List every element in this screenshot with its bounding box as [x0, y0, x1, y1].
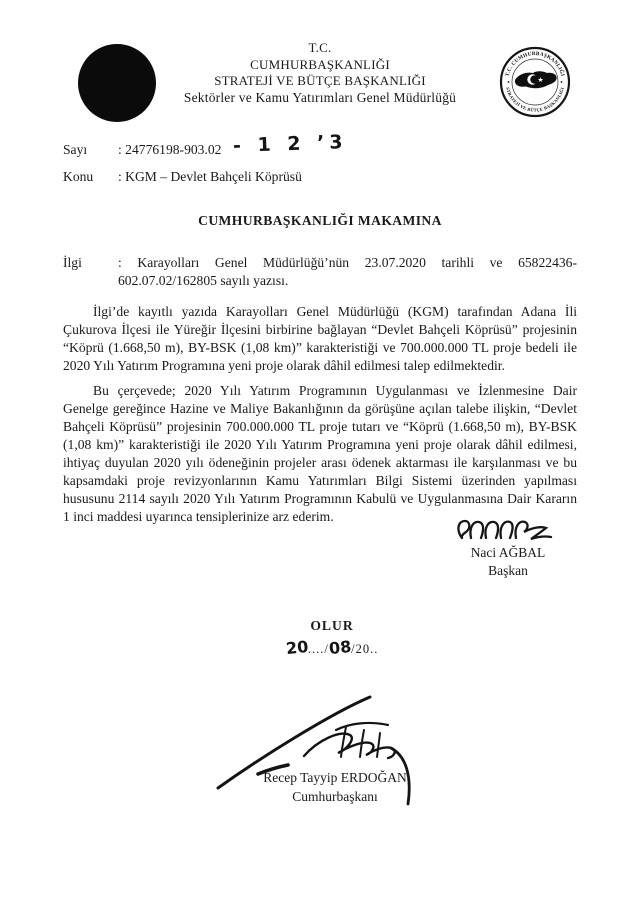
seal-dot-right	[561, 81, 563, 83]
letterhead-tc: T.C.	[308, 40, 332, 55]
seal-text-bottom: STRATEJİ VE BÜTÇE BAŞKANLIĞI	[505, 86, 565, 113]
date-dots: ..../	[307, 642, 329, 656]
document-title: CUMHURBAŞKANLIĞI MAKAMINA	[198, 213, 442, 228]
document-meta	[63, 131, 349, 195]
ilgi-label: İlgi	[63, 255, 82, 270]
approver-title: Başkan	[488, 563, 528, 578]
body-paragraph-1: İlgi’de kayıtlı yazıda Karayolları Genel Müdürlüğü (KGM) tarafından Adana İli Çukurova İlçesi ile Yüreğir İlçesini birbirine bağlayan “Devlet Bahçeli Köprüsü” projesinin “Köprü (1.668,50 m), BY-BSK (1,08 km)” karakteristiği ve 700.000.000 TL proje bedeli ile 2020 Yılı Yatırım Programına yeni proje olarak dâhil edilmesi talep edilmektedir.	[63, 304, 577, 373]
sayi-value: : 24776198-903.02	[118, 142, 222, 157]
agbal-signature-scribble	[452, 516, 564, 546]
official-seal	[499, 46, 571, 118]
date-day-handwritten: 20	[284, 636, 309, 659]
seal-dot-left	[508, 81, 510, 83]
document-body	[63, 254, 577, 526]
president-name-lines	[200, 688, 470, 806]
konu-label: Konu	[63, 169, 94, 184]
approver-name: Naci AĞBAL	[470, 545, 546, 560]
president-signature-block	[200, 688, 470, 806]
letterhead-org1: CUMHURBAŞKANLIĞI	[250, 56, 390, 72]
ilgi-block	[63, 254, 577, 290]
sayi-row	[63, 131, 349, 158]
president-name: Recep Tayyip ERDOĞAN	[263, 770, 407, 785]
date-year-printed: /20..	[351, 642, 379, 656]
approval-heading: OLUR	[310, 618, 354, 633]
letterhead-org2: STRATEJİ VE BÜTÇE BAŞKANLIĞI	[214, 73, 426, 88]
sayi-label: Sayı	[63, 142, 88, 157]
sayi-handwritten-number: - 1 2 ’3	[233, 131, 349, 157]
konu-value: : KGM – Devlet Bahçeli Köprüsü	[118, 169, 302, 184]
approval-date	[252, 638, 412, 658]
konu-row	[63, 168, 348, 185]
letterhead-org3: Sektörler ve Kamu Yatırımları Genel Müdürlüğü	[183, 89, 457, 105]
body-paragraph-2: Bu çerçevede; 2020 Yılı Yatırım Programının Uygulanması ve İzlenmesine Dair Genelge gereğince Hazine ve Maliye Bakanlığının da görüşüne açılan talebe ilişkin, “Devlet Bahçeli Köprüsü” projesinin 700.000.000 TL proje tutarı ve “Köprü (1.668,50 m), BY-BSK (1,08 km)” karakteristiği ile 2020 Yılı Yatırım Programına yeni proje olarak dâhil edilmesi, ihtiyaç duyulan 2020 yılı ödeneğinin projeler arası ödenek aktarması ile karşılanması ve bu kapsamdaki proje revizyonlarının Kamu Yatırımları Bilgi Sistemi üzerinden yapılması hususunu 2114 sayılı 2020 Yılı Yatırım Programının Kabulü ve Uygulanmasına Dair Kararın 1 inci maddesi uyarınca tensiplerinize arz ederim.	[63, 383, 577, 524]
ilgi-text: : Karayolları Genel Müdürlüğü’nün 23.07.2020 tarihli ve 65822436-602.07.02/162805 sayılı yazısı.	[118, 255, 577, 288]
crescent-inner	[530, 75, 539, 84]
letterhead	[120, 40, 520, 106]
president-title: Cumhurbaşkanı	[292, 789, 378, 804]
approval-block	[252, 618, 412, 658]
seal-text-top: T.C. CUMHURBAŞKANLIĞI	[504, 50, 566, 78]
date-month-handwritten: 08	[327, 636, 353, 659]
approver-signature-block	[428, 516, 588, 580]
